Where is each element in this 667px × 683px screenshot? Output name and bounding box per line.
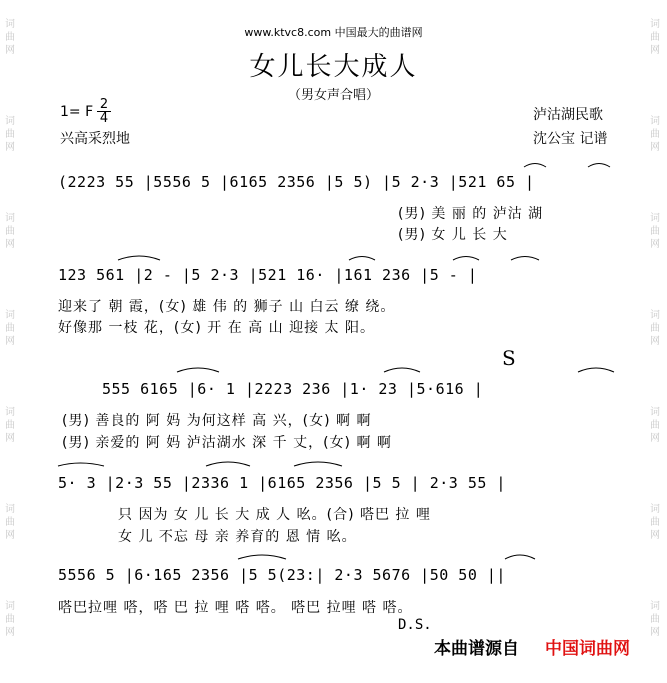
- score-system-2-notes: 123 561 |2 - |5 2·3 |521 16· |161 236 |5 - |: [58, 266, 478, 284]
- transcriber: 沈公宝 记谱: [533, 131, 608, 147]
- watermark-left-5: 词 曲 网: [5, 407, 15, 444]
- score-system-4-notes: 5· 3 |2·3 55 |2336 1 |6165 2356 |5 5 | 2·3 55 |: [58, 474, 506, 492]
- segno-sign: S: [502, 346, 516, 370]
- dal-segno-mark: D.S.: [398, 617, 432, 633]
- watermark-right-2: 词 曲 网: [650, 116, 660, 153]
- score-system-1-notes: (2223 55 |5556 5 |6165 2356 |5 5) |5 2·3 |521 65 |: [58, 173, 535, 191]
- score-system-2-lyric-2: 好像那 一枝 花，(女) 开 在 高 山 迎接 太 阳。: [58, 320, 375, 336]
- song-title: 女儿长大成人: [249, 52, 418, 82]
- slur-3: [118, 256, 160, 260]
- slur-8: [384, 368, 420, 372]
- watermark-right-6: 词 曲 网: [650, 504, 660, 541]
- slur-14: [505, 555, 535, 559]
- slur-5: [453, 257, 479, 261]
- watermark-left-4: 词 曲 网: [5, 310, 15, 347]
- slur-10: [206, 462, 250, 466]
- watermark-left-1: 词 曲 网: [5, 19, 15, 56]
- score-system-2-lyric-1: 迎来了 朝 霞，(女) 雄 伟 的 狮子 山 白云 缭 绕。: [58, 299, 396, 315]
- time-top: 2: [99, 97, 109, 112]
- score-system-4-lyric-1: 只 因为 女 儿 长 大 成 人 吆。(合) 嗒巴 拉 哩: [118, 507, 431, 523]
- key-signature: 1= F: [60, 104, 94, 120]
- score-system-3-lyric-2: (男) 亲爱的 阿 妈 泸沽湖水 深 千 丈，(女) 啊 啊: [62, 435, 392, 451]
- watermark-left-6: 词 曲 网: [5, 504, 15, 541]
- watermark-left-3: 词 曲 网: [5, 213, 15, 250]
- score-system-3-lyric-1: (男) 善良的 阿 妈 为何这样 高 兴，(女) 啊 啊: [62, 413, 372, 429]
- slur-13: [238, 555, 286, 559]
- watermark-left-7: 词 曲 网: [5, 601, 15, 638]
- footer-source-label: 本曲谱源自: [434, 639, 519, 659]
- slur-12: [58, 463, 104, 466]
- time-bottom: 4: [99, 111, 109, 126]
- watermark-right-5: 词 曲 网: [650, 407, 660, 444]
- score-system-3-notes: 555 6165 |6· 1 |2223 236 |1· 23 |5·616 |: [102, 380, 484, 398]
- score-system-1-lyric-2: (男) 女 儿 长 大: [398, 227, 508, 243]
- watermark-right-3: 词 曲 网: [650, 213, 660, 250]
- slur-6: [511, 257, 539, 261]
- slur-2: [588, 164, 610, 168]
- score-system-4-lyric-2: 女 儿 不忘 母 亲 养育的 恩 情 吆。: [118, 529, 357, 545]
- score-system-5-lyric-1: 嗒巴拉哩 嗒，嗒 巴 拉 哩 嗒 嗒。 嗒巴 拉哩 嗒 嗒。: [58, 600, 413, 616]
- song-subtitle: （男女声合唱）: [287, 88, 379, 103]
- slur-4: [349, 257, 375, 261]
- slur-1: [524, 164, 546, 168]
- slur-7: [177, 368, 219, 372]
- source-url: www.ktvc8.com 中国最大的曲谱网: [244, 26, 423, 39]
- score-system-5-notes: 5556 5 |6·165 2356 |5 5(23:| 2·3 5676 |50 50 ||: [58, 566, 506, 584]
- tempo-marking: 兴高采烈地: [60, 131, 130, 147]
- song-source: 泸沽湖民歌: [533, 107, 603, 123]
- watermark-right-1: 词 曲 网: [650, 19, 660, 56]
- watermark-left-2: 词 曲 网: [5, 116, 15, 153]
- watermark-right-4: 词 曲 网: [650, 310, 660, 347]
- slur-11: [294, 462, 342, 466]
- footer-site-name[interactable]: 中国词曲网: [545, 639, 630, 659]
- watermark-right-7: 词 曲 网: [650, 601, 660, 638]
- score-system-1-lyric-1: (男) 美 丽 的 泸沽 湖: [398, 206, 544, 222]
- slur-9: [578, 368, 614, 372]
